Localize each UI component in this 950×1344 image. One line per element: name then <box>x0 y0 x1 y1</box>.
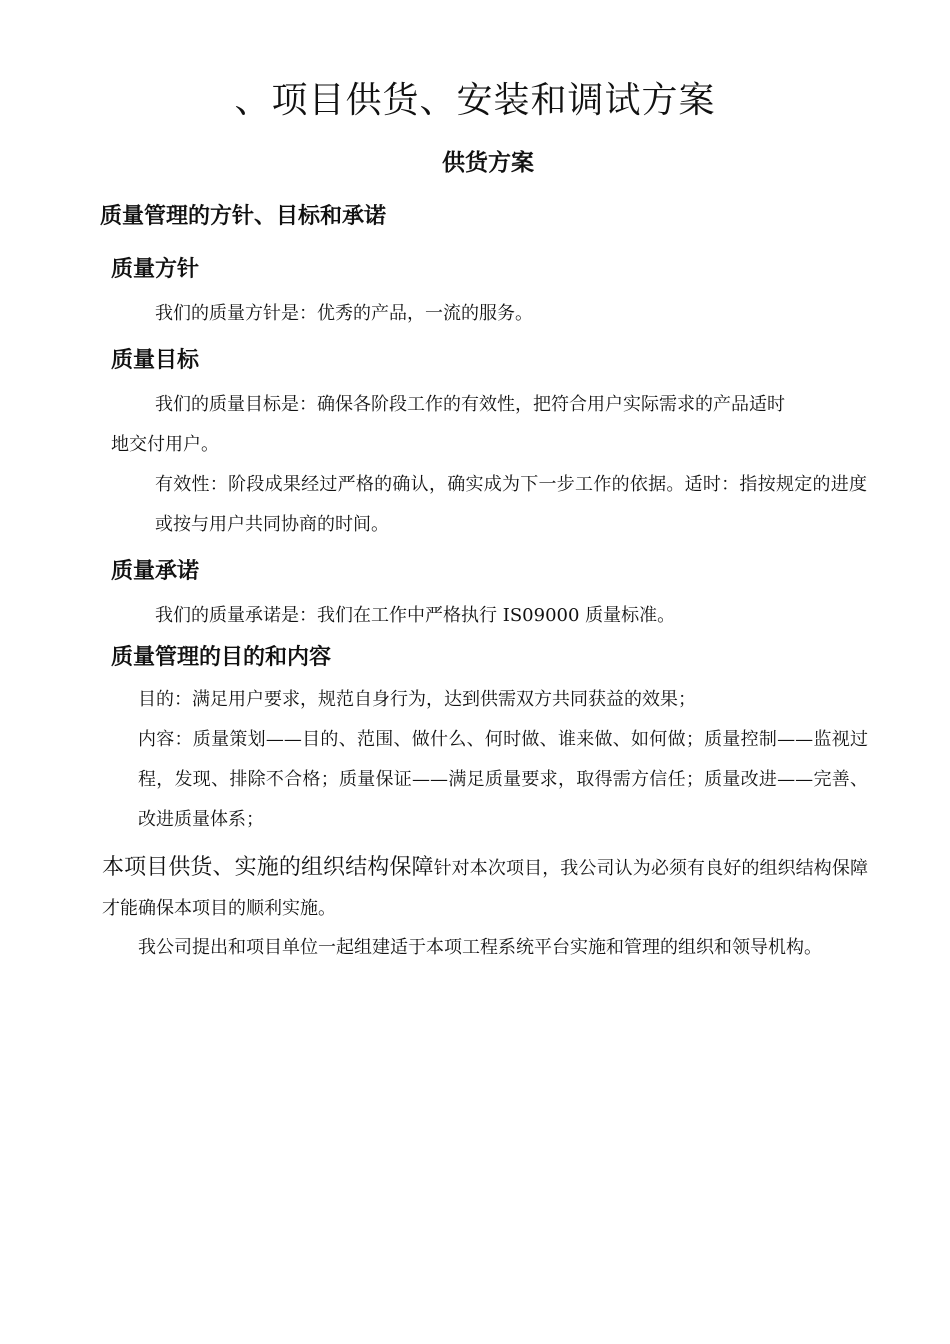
quality-purpose-aim: 目的：满足用户要求，规范自身行为，达到供需双方共同获益的效果； <box>138 689 696 710</box>
document-subtitle: 供货方案 <box>442 150 534 176</box>
quality-goal-text-line1: 我们的质量目标是：确保各阶段工作的有效性，把符合用户实际需求的产品适时 <box>155 394 785 415</box>
quality-purpose-content: 内容：质量策划——目的、范围、做什么、何时做、谁来做、如何做；质量控制——监视过程，发现、排除不合格；质量保证——满足质量要求，取得需方信任；质量改进——完善、改进质量体系； <box>138 729 868 830</box>
org-structure-paragraph-2: 我公司提出和项目单位一起组建适于本项工程系统平台实施和管理的组织和领导机构。 <box>138 937 822 958</box>
quality-goal-note: 有效性：阶段成果经过严格的确认，确实成为下一步工作的依据。适时：指按规定的进度或按与用户共同协商的时间。 <box>155 474 867 535</box>
section-heading-quality: 质量管理的方针、目标和承诺 <box>100 204 387 229</box>
heading-quality-commitment: 质量承诺 <box>111 559 200 584</box>
document-title: 、项目供货、安装和调试方案 <box>234 80 716 121</box>
heading-quality-policy: 质量方针 <box>111 257 200 282</box>
org-structure-paragraph <box>102 848 868 929</box>
org-structure-lead: 本项目供货、实施的组织结构保障 <box>102 855 434 880</box>
quality-policy-text: 我们的质量方针是：优秀的产品，一流的服务。 <box>155 303 533 324</box>
quality-goal-text-line2: 地交付用户。 <box>111 434 219 455</box>
org-structure-text: 针对本次项目，我公司认为必须有良好的组织结构保障才能确保本项目的顺利实施。 <box>102 858 868 919</box>
heading-quality-goal: 质量目标 <box>111 348 200 373</box>
quality-commitment-text: 我们的质量承诺是：我们在工作中严格执行 IS09000 质量标准。 <box>155 605 676 626</box>
heading-quality-purpose: 质量管理的目的和内容 <box>111 645 332 670</box>
